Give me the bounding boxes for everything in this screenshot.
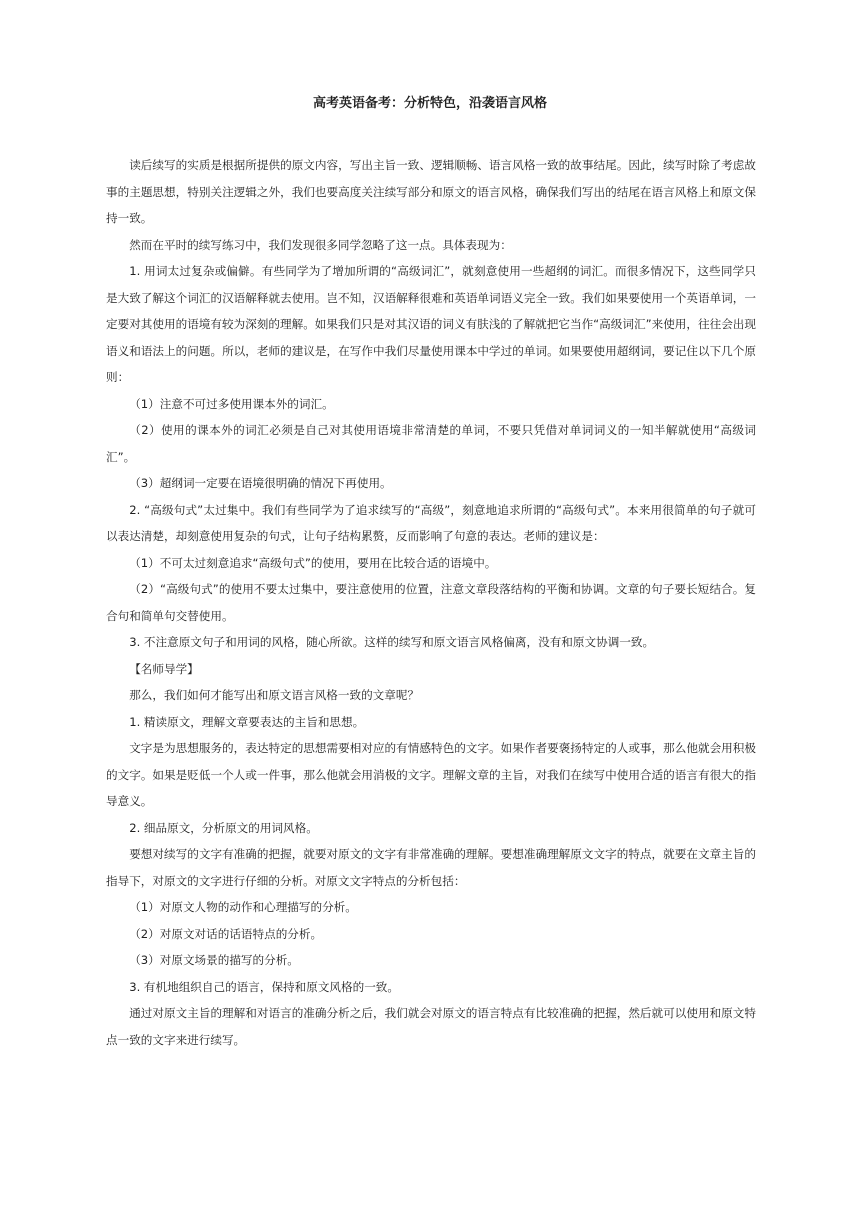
- document-title: 高考英语备考：分析特色，沿袭语言风格: [312, 96, 547, 111]
- paragraph: （1）对原文人物的动作和心理描写的分析。: [129, 900, 357, 914]
- paragraph: 读后续写的实质是根据所提供的原文内容，写出主旨一致、逻辑顺畅、语言风格一致的故事结尾。因此，续写时除了考虑故事的主题思想，特别关注逻辑之外，我们也要高度关注续写部分和原文的语言风格，确保我们写出的结尾在语言风格上和原文保持一致。: [106, 158, 756, 225]
- paragraph: 3. 不注意原文句子和用词的风格，随心所欲。这样的续写和原文语言风格偏离，没有和原文协调一致。: [129, 635, 655, 649]
- paragraph: 2. 细品原文，分析原文的用词风格。: [129, 820, 318, 835]
- paragraph: 2. “高级句式”太过集中。我们有些同学为了追求续写的“高级”，刻意地追求所谓的“高级句式”。本来用很简单的句子就可以表达清楚，却刻意使用复杂的句式，让句子结构累赘，反而影响了句意的表达。老师的建议是：: [106, 502, 756, 543]
- paragraph: （3）对原文场景的描写的分析。: [129, 953, 299, 967]
- paragraph: 文字是为思想服务的，表达特定的思想需要相对应的有情感特色的文字。如果作者要褒扬特定的人或事，那么他就会用积极的文字。如果是贬低一个人或一件事，那么他就会用消极的文字。理解文章的主旨，对我们在续写中使用合适的语言有很大的指导意义。: [106, 741, 756, 808]
- paragraph: （1）不可太过刻意追求“高级句式”的使用，要用在比较合适的语境中。: [129, 555, 497, 570]
- paragraph: 那么，我们如何才能写出和原文语言风格一致的文章呢？: [129, 688, 420, 702]
- paragraph: 1. 用词太过复杂或偏僻。有些同学为了增加所谓的“高级词汇”，就刻意使用一些超纲的词汇。而很多情况下，这些同学只是大致了解这个词汇的汉语解释就去使用。岂不知，汉语解释很难和英语单词语义完全一致。我们如果要使用一个英语单词，一定要对其使用的语境有较为深刻的理解。如果我们只是对其汉语的词义有肤浅的了解就把它当作“高级词汇”来使用，往往会出现语义和语法上的问题。所以，老师的建议是，在写作中我们尽量使用课本中学过的单词。如果要使用超纲词，要记住以下几个原则：: [106, 264, 756, 384]
- paragraph: （3）超纲词一定要在语境很明确的情况下再使用。: [129, 476, 392, 490]
- paragraph: 通过对原文主旨的理解和对语言的准确分析之后，我们就会对原文的语言特点有比较准确的把握，然后就可以使用和原文特点一致的文字来进行续写。: [106, 1006, 756, 1047]
- document-body: [106, 152, 756, 1053]
- paragraph: （2）使用的课本外的词汇必须是自己对其使用语境非常清楚的单词，不要只凭借对单词词义的一知半解就使用“高级词汇”。: [106, 423, 756, 464]
- paragraph: （1）注意不可过多使用课本外的词汇。: [129, 396, 334, 411]
- paragraph: 3. 有机地组织自己的语言，保持和原文风格的一致。: [129, 979, 399, 994]
- paragraph: 然而在平时的续写练习中，我们发现很多同学忽略了这一点。具体表现为：: [129, 237, 512, 252]
- paragraph: （2）“高级句式”的使用不要太过集中，要注意使用的位置，注意文章段落结构的平衡和协调。文章的句子要长短结合。复合句和简单句交替使用。: [106, 582, 756, 623]
- section-heading: 【名师导学】: [129, 661, 199, 676]
- paragraph: 要想对续写的文字有准确的把握，就要对原文的文字有非常准确的理解。要想准确理解原文文字的特点，就要在文章主旨的指导下，对原文的文字进行仔细的分析。对原文文字特点的分析包括：: [106, 847, 756, 888]
- paragraph: 1. 精读原文，理解文章要表达的主旨和思想。: [129, 714, 365, 729]
- paragraph: （2）对原文对话的话语特点的分析。: [129, 926, 323, 941]
